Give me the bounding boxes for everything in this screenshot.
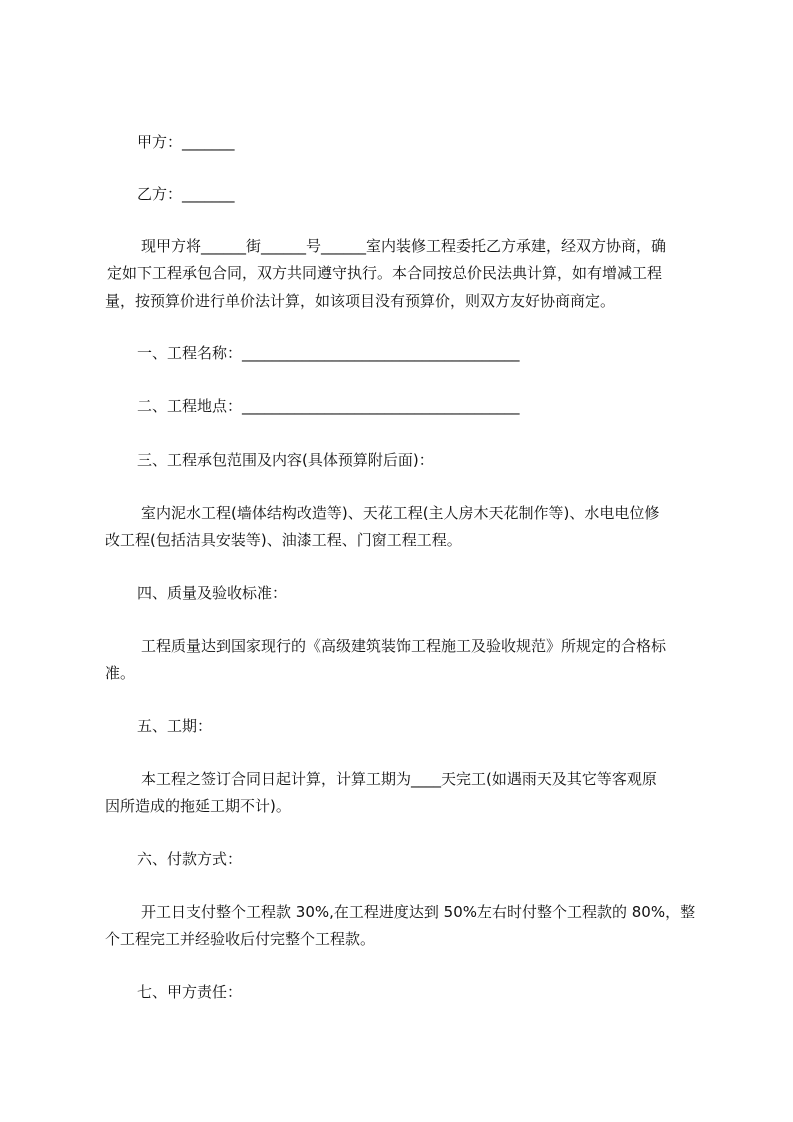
section-7-heading: 七、甲方责任： [137, 983, 243, 1001]
party-b-line: 乙方：_______ [137, 185, 235, 203]
section-5-body-line-2: 因所造成的拖延工期不计)。 [105, 797, 291, 815]
section-6-body-line-2: 个工程完工并经验收后付完整个工程款。 [105, 930, 376, 948]
section-2-project-location: 二、工程地点：_____________________________________ [137, 397, 520, 415]
intro-line-2: 定如下工程承包合同，双方共同遵守执行。本合同按总价民法典计算，如有增减工程 [107, 264, 663, 282]
party-a-line: 甲方：_______ [137, 133, 235, 151]
section-3-body-line-2: 改工程(包括洁具安装等)、油漆工程、门窗工程工程。 [105, 531, 462, 549]
section-4-heading: 四、质量及验收标准： [137, 584, 288, 602]
section-6-body-line-1: 开工日支付整个工程款 30%,在工程进度达到 50%左右时付整个工程款的 80%，整 [141, 903, 696, 921]
section-5-body-line-1: 本工程之签订合同日起计算，计算工期为____天完工(如遇雨天及其它等客观原 [141, 770, 657, 788]
section-4-body-line-1: 工程质量达到国家现行的《高级建筑装饰工程施工及验收规范》所规定的合格标 [141, 637, 667, 655]
section-1-project-name: 一、工程名称：_____________________________________ [137, 344, 520, 362]
section-5-heading: 五、工期： [137, 717, 213, 735]
intro-line-1: 现甲方将______街______号______室内装修工程委托乙方承建，经双方协商，确 [141, 237, 667, 255]
intro-line-3: 量，按预算价进行单价法计算，如该项目没有预算价，则双方友好协商商定。 [105, 292, 616, 310]
section-4-body-line-2: 准。 [105, 664, 136, 682]
section-6-heading: 六、付款方式： [137, 850, 243, 868]
section-3-heading: 三、工程承包范围及内容(具体预算附后面)： [137, 451, 434, 469]
section-3-body-line-1: 室内泥水工程(墙体结构改造等)、天花工程(主人房木天花制作等)、水电电位修 [141, 504, 660, 522]
